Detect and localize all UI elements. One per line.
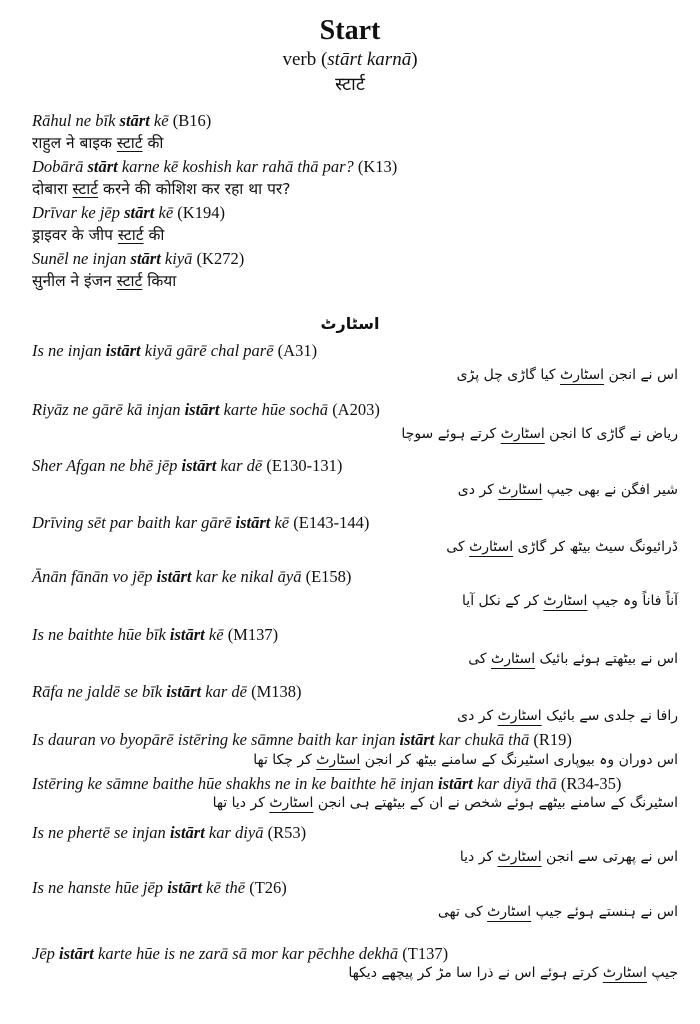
source-ref: (K194) (173, 203, 225, 222)
source-ref: (T137) (398, 944, 449, 963)
source-ref: (A203) (328, 400, 380, 419)
urdu-pre: جیپ (646, 965, 678, 981)
urdu-post: کی تھی (437, 904, 488, 920)
example-urdu (32, 539, 678, 555)
urdu-keyword: اسٹارٹ (497, 708, 542, 724)
pos-label: verb (282, 49, 317, 70)
keyword: stārt (130, 249, 161, 268)
urdu-example (32, 773, 678, 811)
urdu-keyword: اسٹارٹ (269, 795, 314, 811)
hindi-post: किया (142, 272, 177, 290)
urdu-pre: شیر افگن نے بھی جیپ (542, 482, 678, 498)
source-ref: (R19) (529, 730, 572, 749)
urdu-example (32, 943, 678, 981)
urdu-example (32, 512, 678, 555)
example-urdu (32, 593, 678, 609)
keyword: istārt (438, 774, 473, 793)
urdu-example (32, 681, 678, 724)
translit-pre: Drīving sēt par baith kar gārē (32, 513, 236, 532)
urdu-example (32, 399, 678, 442)
hindi-examples (32, 110, 672, 294)
translit-post: kiyā gārē chal parē (140, 341, 274, 360)
example-urdu (32, 752, 678, 768)
urdu-keyword: اسٹارٹ (469, 539, 514, 555)
keyword: istārt (167, 878, 203, 897)
translit-post: karte hūe sochā (219, 400, 329, 419)
source-ref: (E130-131) (262, 456, 343, 475)
source-ref: (M137) (223, 625, 279, 644)
urdu-post: کر چکا تھا (253, 752, 317, 768)
example-urdu (32, 651, 678, 667)
example-transliteration (32, 943, 678, 965)
urdu-pre: ریاض نے گاڑی کا انجن (544, 426, 678, 442)
urdu-post: کی (468, 651, 492, 667)
translit-post: kar diyā thā (472, 774, 557, 793)
hindi-example (32, 248, 672, 292)
hindi-pre: ड्राइवर के जीप (32, 226, 118, 244)
keyword: istārt (181, 456, 217, 475)
translit-pre: Is ne phertē se injan (32, 823, 170, 842)
keyword: istārt (105, 341, 141, 360)
keyword: istārt (184, 400, 220, 419)
urdu-example (32, 877, 678, 920)
urdu-example (32, 729, 678, 768)
urdu-post: کی (446, 539, 470, 555)
hindi-post: की (143, 226, 165, 244)
example-urdu (32, 965, 678, 981)
source-ref: (R53) (263, 823, 307, 842)
translit-pre: Riyāz ne gārē kā injan (32, 400, 185, 419)
example-transliteration (32, 822, 678, 844)
example-transliteration (32, 202, 672, 224)
translit-pre: Sher Afgan ne bhē jēp (32, 456, 182, 475)
urdu-example (32, 340, 678, 383)
urdu-pre: ڈرائیونگ سیٹ بیٹھ کر گاڑی (513, 539, 678, 555)
example-transliteration (32, 110, 672, 132)
part-of-speech (0, 48, 700, 72)
hindi-example (32, 202, 672, 246)
source-ref: (E143-144) (289, 513, 370, 532)
urdu-keyword: اسٹارٹ (500, 426, 545, 442)
example-hindi (32, 132, 672, 154)
urdu-example (32, 455, 678, 498)
example-urdu (32, 708, 678, 724)
translit-post: karte hūe is ne zarā sā mor kar pēchhe dekhā (93, 944, 399, 963)
example-transliteration (32, 399, 678, 421)
translit-pre: Rāhul ne bīk (32, 111, 120, 130)
hindi-keyword: स्टार्ट (72, 180, 99, 198)
urdu-keyword: اسٹارٹ (497, 849, 542, 865)
keyword: istārt (59, 944, 94, 963)
translit-post: kar chukā thā (434, 730, 530, 749)
hindi-keyword: स्टार्ट (117, 226, 144, 244)
translit-pre: Jēp (32, 944, 60, 963)
urdu-heading: اسٹارٹ (320, 314, 380, 333)
translit-pre: Dobārā (32, 157, 88, 176)
urdu-post: کر کے نکل آیا (462, 593, 544, 609)
urdu-pre: اس نے ہنستے ہوئے جیپ (531, 904, 678, 920)
keyword: istārt (235, 513, 271, 532)
translit-post: kē (149, 111, 169, 130)
translit-post: kar dē (216, 456, 263, 475)
hindi-pre: सुनील ने इंजन (32, 272, 117, 290)
example-hindi (32, 178, 672, 200)
urdu-keyword: اسٹارٹ (316, 752, 361, 768)
urdu-post: کیا گاڑی چل پڑی (456, 367, 561, 383)
hindi-keyword: स्टार्ट (116, 134, 143, 152)
hindi-example (32, 110, 672, 154)
paren-close: ) (411, 49, 418, 70)
translit-post: kiyā (160, 249, 193, 268)
source-ref: (R34-35) (556, 774, 622, 793)
urdu-pre: اسٹیرنگ کے سامنے بیٹھے ہوئے شخص نے ان کے بیٹھتے ہی انجن (313, 795, 678, 811)
example-transliteration (32, 566, 678, 588)
keyword: stārt (119, 111, 150, 130)
keyword: istārt (156, 567, 192, 586)
example-urdu (32, 795, 678, 811)
urdu-keyword: اسٹارٹ (602, 965, 647, 981)
urdu-example (32, 624, 678, 667)
translit-pre: Is dauran vo byopārē istēring ke sāmne baith kar injan (32, 730, 400, 749)
keyword: stārt (124, 203, 155, 222)
urdu-pre: اس نے انجن (604, 367, 678, 383)
translit-post: karne kē koshish kar rahā thā par? (117, 157, 354, 176)
source-ref: (E158) (301, 567, 352, 586)
example-hindi (32, 270, 672, 292)
hindi-example (32, 156, 672, 200)
translit-post: kē (204, 625, 224, 644)
example-urdu (32, 482, 678, 498)
keyword: istārt (399, 730, 435, 749)
translit-pre: Is ne injan (32, 341, 106, 360)
translit-pre: Rāfa ne jaldē se bīk (32, 682, 167, 701)
source-ref: (K272) (192, 249, 245, 268)
urdu-pre: رافا نے جلدی سے بائیک (541, 708, 678, 724)
keyword: istārt (166, 682, 202, 701)
example-transliteration (32, 455, 678, 477)
urdu-post: کر دی (457, 482, 499, 498)
translit-pre: Sunēl ne injan (32, 249, 131, 268)
entry-header (0, 14, 700, 98)
example-urdu (32, 367, 678, 383)
example-urdu (32, 426, 678, 442)
translit-post: kar dē (201, 682, 247, 701)
urdu-pre: اس نے پھرتی سے انجن (541, 849, 678, 865)
urdu-pre: اس دوران وہ بیوپاری اسٹیرنگ کے سامنے بیٹھ کر انجن (360, 752, 678, 768)
urdu-keyword: اسٹارٹ (560, 367, 605, 383)
example-transliteration (32, 340, 678, 362)
urdu-pre: اس نے بیٹھتے ہوئے بائیک (535, 651, 678, 667)
keyword: istārt (169, 625, 205, 644)
entry-hindi: स्टार्ट (335, 74, 365, 95)
entry-title: Start (319, 15, 381, 46)
urdu-post: کرتے ہوئے اس نے ذرا سا مڑ کر پیچھے دیکھا (348, 965, 603, 981)
example-transliteration (32, 248, 672, 270)
translit-pre: Is ne hanste hūe jēp (32, 878, 168, 897)
urdu-post: کر دی (457, 708, 498, 724)
hindi-post: करने की कोशिश कर रहा था पर? (98, 180, 291, 198)
urdu-pre: آناً فاناً وہ جیپ (587, 593, 678, 609)
source-ref: (B16) (168, 111, 212, 130)
hindi-keyword: स्टार्ट (116, 272, 143, 290)
example-transliteration (32, 729, 678, 751)
translit-post: kē (270, 513, 290, 532)
example-transliteration (32, 773, 678, 795)
paren-open: ( (316, 49, 328, 70)
example-urdu (32, 849, 678, 865)
hindi-pre: दोबारा (32, 180, 73, 198)
translit-post: kē (154, 203, 174, 222)
urdu-keyword: اسٹارٹ (543, 593, 588, 609)
urdu-example (32, 566, 678, 609)
source-ref: (K13) (353, 157, 398, 176)
example-transliteration (32, 877, 678, 899)
urdu-keyword: اسٹارٹ (498, 482, 543, 498)
translit-post: kar ke nikal āyā (191, 567, 302, 586)
urdu-example (32, 822, 678, 865)
example-transliteration (32, 156, 672, 178)
example-transliteration (32, 512, 678, 534)
example-transliteration (32, 624, 678, 646)
source-ref: (A31) (273, 341, 318, 360)
source-ref: (M138) (246, 682, 302, 701)
entry-transliteration: stārt karnā (327, 49, 412, 70)
urdu-post: کرتے ہوئے سوچا (401, 426, 501, 442)
urdu-post: کر دیا (459, 849, 498, 865)
translit-post: kē thē (202, 878, 246, 897)
hindi-pre: राहुल ने बाइक (32, 134, 117, 152)
example-transliteration (32, 681, 678, 703)
example-urdu (32, 904, 678, 920)
example-hindi (32, 224, 672, 246)
translit-post: kar diyā (204, 823, 264, 842)
keyword: istārt (169, 823, 205, 842)
urdu-keyword: اسٹارٹ (487, 904, 532, 920)
translit-pre: Drīvar ke jēp (32, 203, 125, 222)
hindi-post: की (142, 134, 164, 152)
keyword: stārt (87, 157, 118, 176)
urdu-keyword: اسٹارٹ (491, 651, 536, 667)
translit-pre: Istēring ke sāmne baithe hūe shakhs ne in ke baithte hē injan (32, 774, 438, 793)
translit-pre: Is ne baithte hūe bīk (32, 625, 170, 644)
source-ref: (T26) (245, 878, 287, 897)
urdu-post: کر دیا تھا (212, 795, 270, 811)
translit-pre: Ānān fānān vo jēp (32, 567, 157, 586)
